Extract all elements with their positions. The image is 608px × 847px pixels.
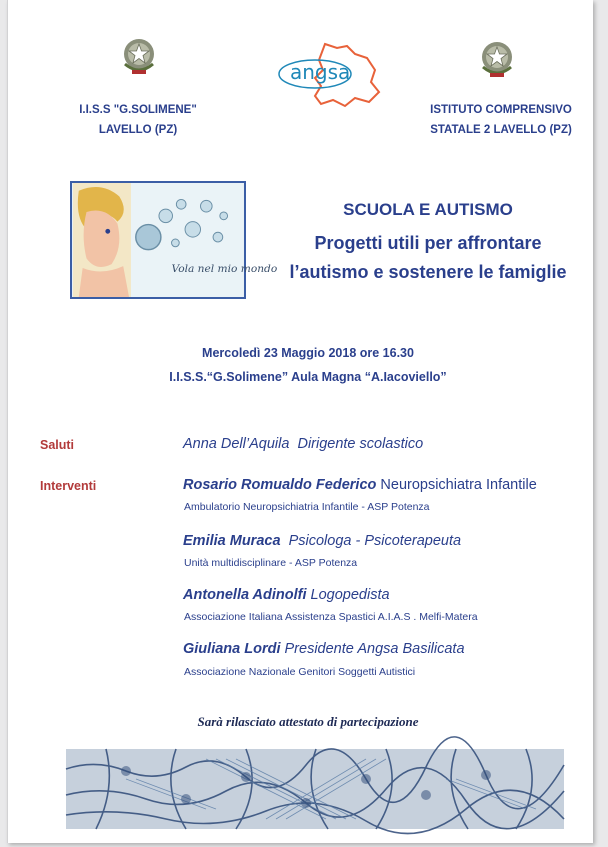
event-datetime: Mercoledì 23 Maggio 2018 ore 16.30	[202, 346, 414, 360]
speaker-role: Psicologa - Psicoterapeuta	[288, 533, 462, 549]
italian-republic-emblem-icon	[478, 37, 516, 81]
left-institution	[63, 100, 213, 140]
speaker-name: Anna Dell’Aquila	[183, 436, 290, 452]
event-subtitle-line1: Progetti utili per affrontare	[314, 233, 542, 253]
event-title: SCUOLA E AUTISMO	[343, 200, 513, 219]
certificate-notice: Sarà rilasciato attestato di partecipazione	[197, 714, 419, 729]
flyer-page	[7, 0, 593, 843]
speaker-2	[183, 533, 461, 549]
speaker-name: Emilia Muraca	[183, 533, 281, 549]
saluti-speaker	[183, 436, 423, 452]
speaker-role: Logopedista	[310, 587, 390, 603]
speaker-role: Dirigente scolastico	[297, 436, 424, 452]
angsa-logo-text: angsa	[290, 60, 351, 84]
speaker-3	[183, 587, 390, 603]
speaker-affiliation: Unità multidisciplinare - ASP Potenza	[184, 557, 358, 569]
speaker-1	[183, 477, 537, 493]
speaker-role: Neuropsichiatra Infantile	[380, 477, 537, 493]
right-institution-city: STATALE 2 LAVELLO (PZ)	[430, 124, 572, 136]
left-institution-name: I.I.S.S "G.SOLIMENE"	[79, 104, 197, 116]
speaker-affiliation: Associazione Nazionale Genitori Soggetti Autistici	[184, 666, 416, 678]
italian-republic-emblem-icon	[120, 34, 158, 78]
illustration-caption: Vola nel mio mondo	[171, 261, 278, 275]
interventi-label: Interventi	[40, 479, 97, 493]
speaker-name: Giuliana Lordi	[183, 641, 281, 657]
child-blowing-bubbles-image	[70, 181, 278, 299]
speaker-affiliation: Associazione Italiana Assistenza Spastici A.I.A.S . Melfi-Matera	[184, 611, 478, 623]
saluti-label: Saluti	[40, 438, 75, 452]
event-venue: I.I.S.S.“G.Solimene” Aula Magna “A.Iacoviello”	[169, 370, 447, 384]
right-institution-name: ISTITUTO COMPRENSIVO	[430, 104, 572, 116]
speaker-4	[183, 641, 465, 657]
speaker-affiliation: Ambulatorio Neuropsichiatria Infantile - ASP Potenza	[184, 501, 430, 513]
speaker-role: Presidente Angsa Basilicata	[284, 641, 465, 657]
puzzle-pieces-banner-image	[66, 749, 564, 829]
right-institution	[406, 100, 596, 140]
event-subtitle-line2: l’autismo e sostenere le famiglie	[289, 262, 567, 282]
speaker-name: Antonella Adinolfi	[183, 587, 307, 603]
left-institution-city: LAVELLO (PZ)	[98, 124, 178, 136]
speaker-name: Rosario Romualdo Federico	[183, 477, 377, 493]
